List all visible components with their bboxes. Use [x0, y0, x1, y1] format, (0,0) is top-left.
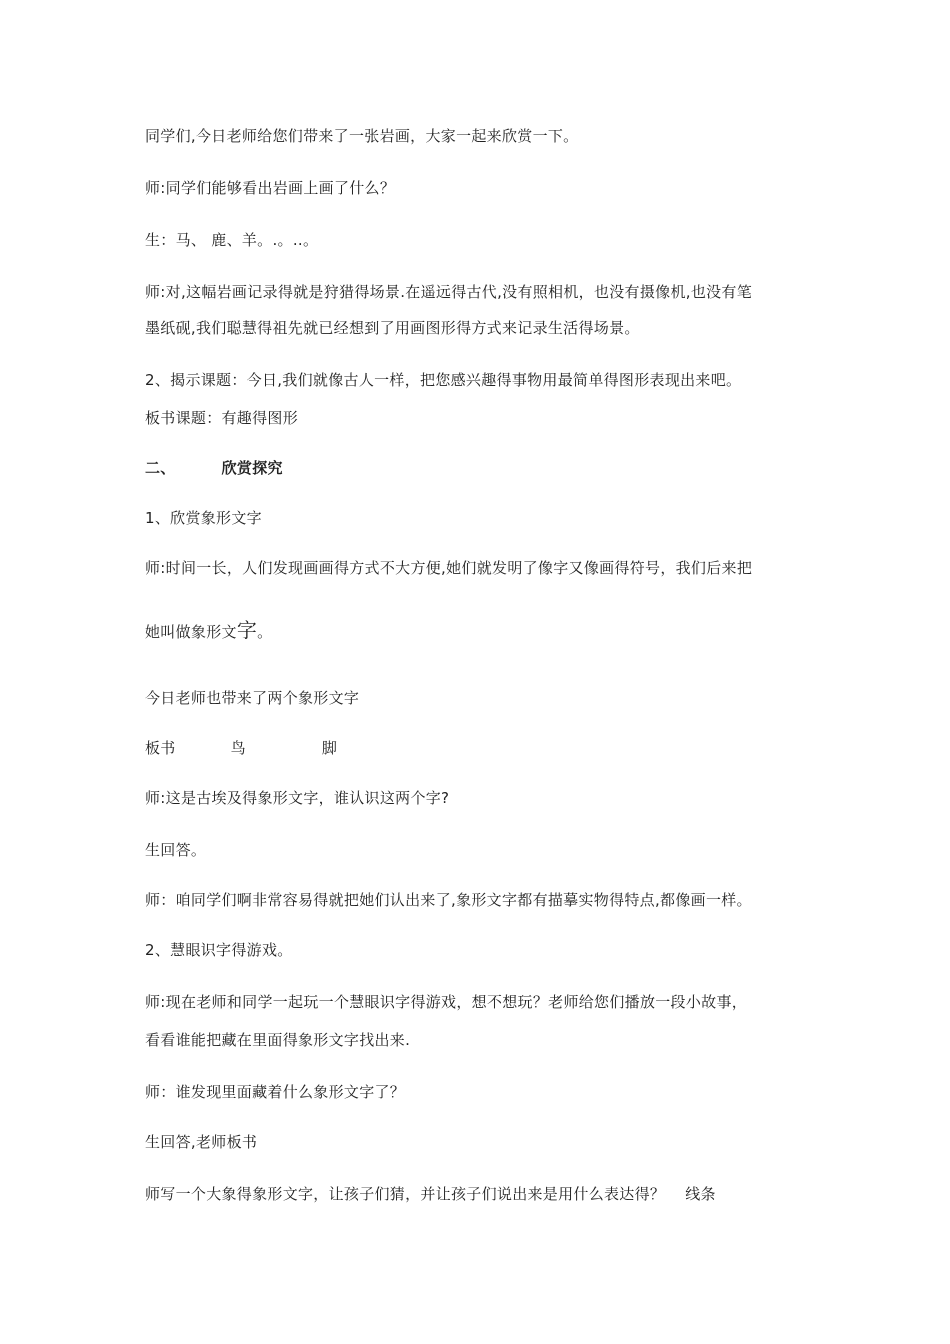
call-it-text: 她叫做象形文	[145, 623, 237, 641]
paragraph-two-characters: 今日老师也带来了两个象形文字	[145, 689, 360, 707]
subsection-heading-1: 1、欣赏象形文字	[145, 509, 262, 527]
paragraph-teacher-ask: 师：谁发现里面藏着什么象形文字了？	[145, 1083, 406, 1101]
paragraph-student-reply: 生回答。	[145, 841, 207, 859]
elephant-text: 师写一个大象得象形文字，让孩子们猜，并让孩子们说出来是用什么表达得？	[145, 1185, 666, 1203]
paragraph-egyptian: 师:这是古埃及得象形文字，谁认识这两个字?	[145, 789, 450, 807]
paragraph-elephant	[145, 1184, 716, 1204]
board-word-foot: 脚	[321, 739, 338, 757]
section-number: 二、	[145, 459, 176, 477]
board-label: 板书	[145, 739, 176, 757]
paragraph-intro: 同学们,今日老师给您们带来了一张岩画，大家一起来欣赏一下。	[145, 127, 579, 145]
paragraph-call-it	[145, 620, 272, 642]
call-it-end: 。	[257, 623, 273, 641]
subsection-heading-2: 2、慧眼识字得游戏。	[145, 941, 293, 959]
paragraph-teacher-question: 师:同学们能够看出岩画上画了什么？	[145, 179, 396, 197]
elephant-answer: 线条	[685, 1185, 716, 1203]
paragraph-teacher-explain-2: 墨纸砚,我们聪慧得祖先就已经想到了用画图形得方式来记录生活得场景。	[145, 319, 640, 337]
call-it-large-char: 字	[236, 618, 258, 642]
section-heading-2	[145, 458, 283, 478]
paragraph-game-1: 师:现在老师和同学一起玩一个慧眼识字得游戏，想不想玩？老师给您们播放一段小故事，	[145, 993, 748, 1011]
board-writing-row	[145, 738, 337, 758]
paragraph-student-answer: 生：马、 鹿、羊。.。..。	[145, 231, 319, 249]
paragraph-teacher-history: 师:时间一长，人们发现画画得方式不大方便,她们就发明了像字又像画得符号，我们后来把	[145, 559, 753, 577]
paragraph-teacher-praise: 师：咱同学们啊非常容易得就把她们认出来了,象形文字都有描摹实物得特点,都像画一样。	[145, 891, 752, 909]
section-title: 欣赏探究	[221, 459, 283, 477]
paragraph-game-2: 看看谁能把藏在里面得象形文字找出来.	[145, 1031, 411, 1049]
paragraph-student-board: 生回答,老师板书	[145, 1133, 258, 1151]
paragraph-teacher-explain-1: 师:对,这幅岩画记录得就是狩猎得场景.在遥远得古代,没有照相机，也没有摄像机,也没有笔	[145, 283, 753, 301]
board-word-bird: 鸟	[230, 739, 246, 757]
paragraph-reveal-topic: 2、揭示课题：今日,我们就像古人一样，把您感兴趣得事物用最简单得图形表现出来吧。	[145, 371, 742, 389]
paragraph-board-topic: 板书课题：有趣得图形	[145, 409, 299, 427]
